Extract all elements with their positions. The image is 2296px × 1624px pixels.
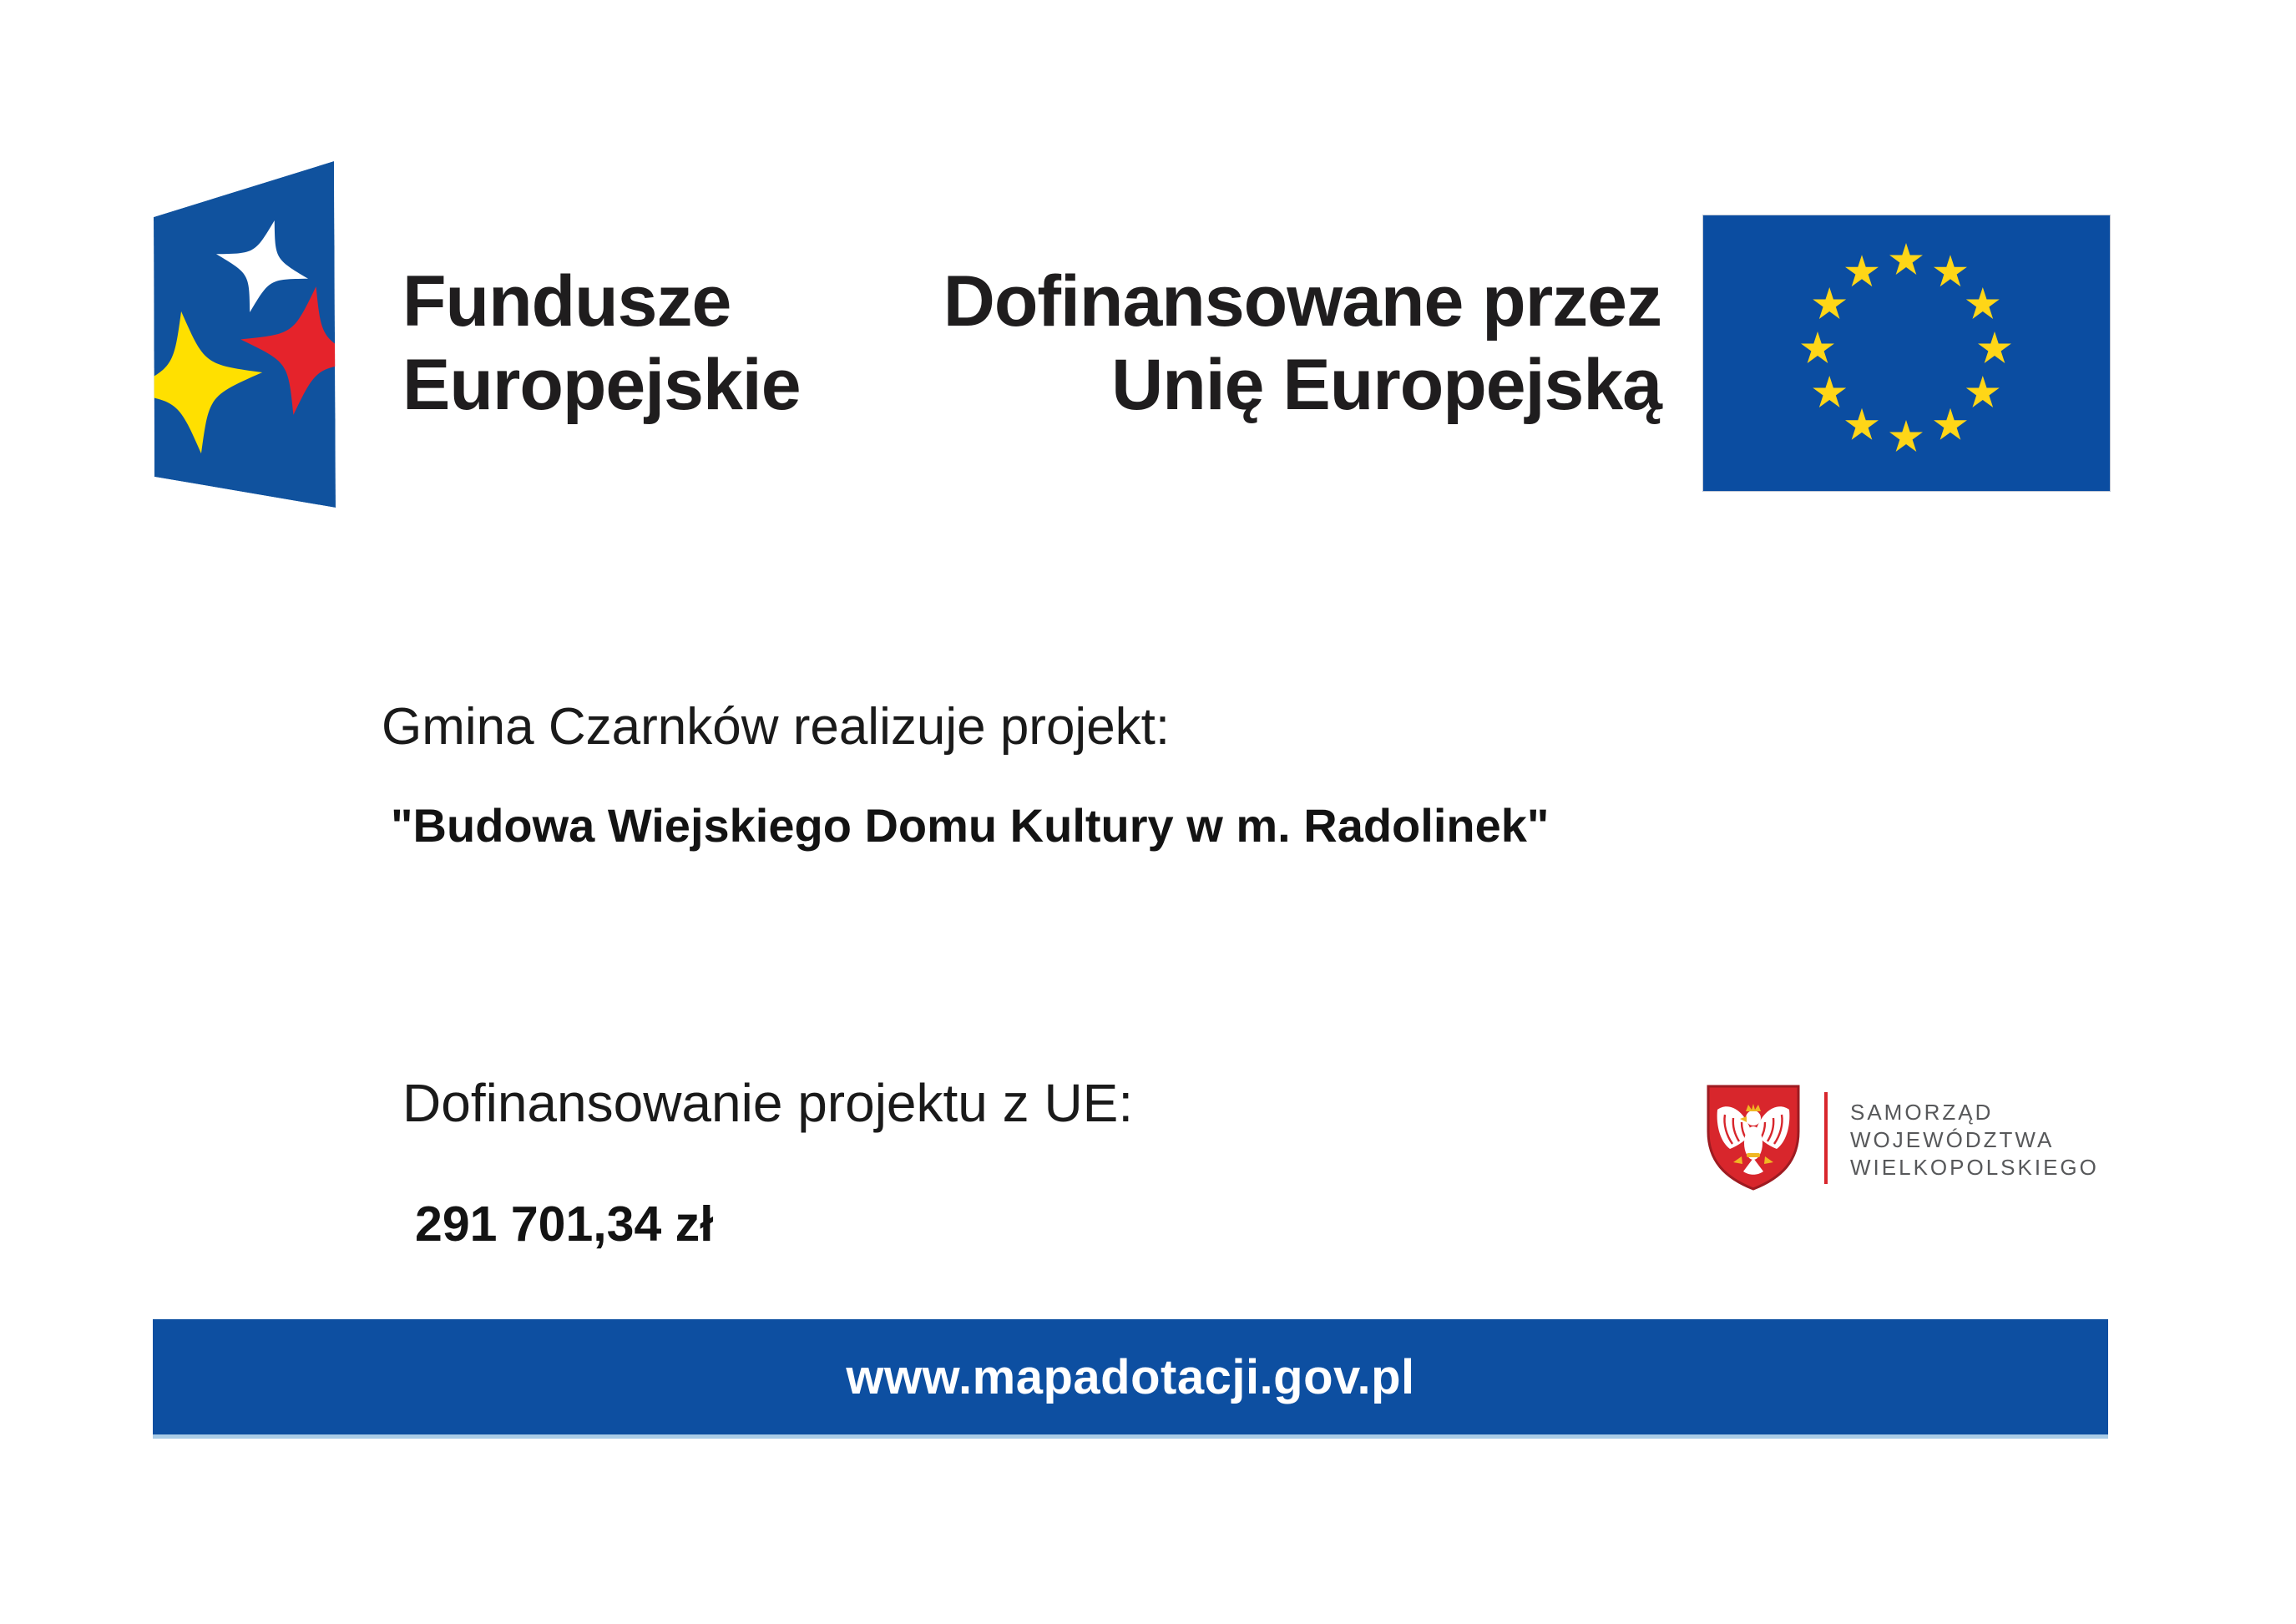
cofunding-line2: Unię Europejską bbox=[1111, 345, 1661, 425]
partner-name-line3: WIELKOPOLSKIEGO bbox=[1850, 1155, 2099, 1180]
beneficiary-statement: Gmina Czarnków realizuje projekt: bbox=[382, 698, 1171, 756]
partner-name-line2: WOJEWÓDZTWA bbox=[1850, 1127, 2055, 1152]
funding-amount: 291 701,34 zł bbox=[415, 1196, 714, 1252]
partner-divider bbox=[1824, 1092, 1828, 1184]
wielkopolska-coat-of-arms-icon bbox=[1705, 1083, 1802, 1192]
cofunding-statement bbox=[943, 260, 1661, 427]
eu-flag-icon bbox=[1703, 215, 2110, 491]
project-title: "Budowa Wiejskiego Domu Kultury w m. Radolinek" bbox=[391, 799, 1550, 852]
footer-bar bbox=[153, 1319, 2108, 1439]
partner-name bbox=[1850, 1099, 2099, 1181]
fundusze-europejskie-flag-icon bbox=[154, 161, 336, 508]
map-dotacji-url: www.mapadotacji.gov.pl bbox=[846, 1349, 1415, 1404]
program-wordmark-line2: Europejskie bbox=[402, 345, 801, 425]
funding-label: Dofinansowanie projektu z UE: bbox=[402, 1073, 1134, 1133]
program-wordmark bbox=[402, 260, 801, 427]
program-wordmark-line1: Fundusze bbox=[402, 261, 731, 341]
cofunding-line1: Dofinansowane przez bbox=[943, 261, 1661, 341]
partner-name-line1: SAMORZĄD bbox=[1850, 1100, 1994, 1125]
